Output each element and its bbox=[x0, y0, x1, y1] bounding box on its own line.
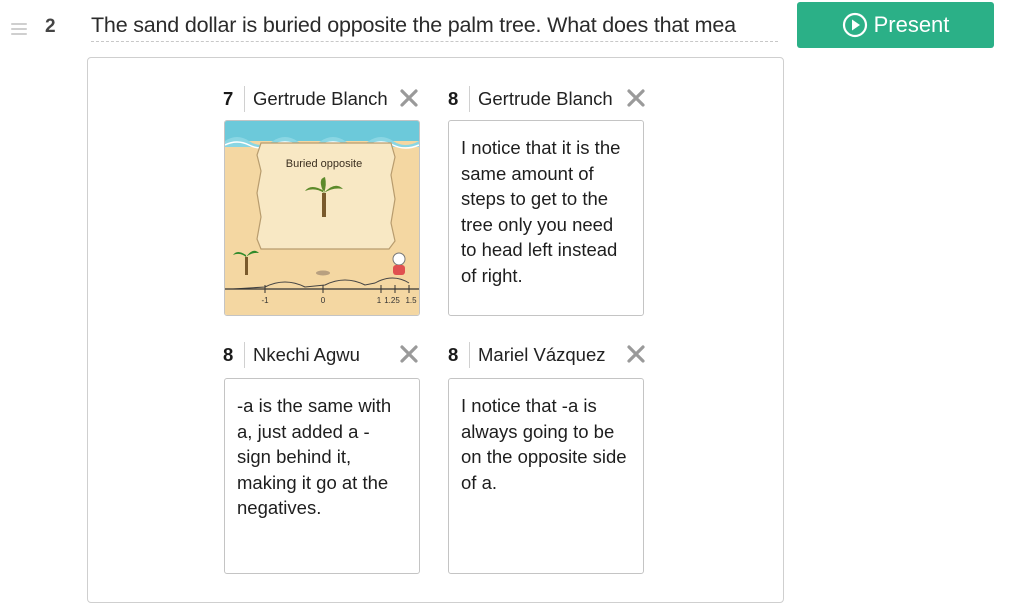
axis-label: 1 bbox=[376, 296, 382, 305]
responses-panel bbox=[87, 57, 784, 603]
student-name: Gertrude Blanch bbox=[478, 88, 613, 109]
close-icon[interactable] bbox=[626, 342, 646, 366]
axis-label: 1.25 bbox=[384, 296, 400, 305]
present-button[interactable] bbox=[797, 2, 994, 48]
question-text: The sand dollar is buried opposite the palm tree. What does that mea bbox=[91, 11, 778, 42]
response-text[interactable]: -a is the same with a, just added a - sign behind it, making it go at the negatives. bbox=[224, 378, 420, 574]
axis-label: 0 bbox=[320, 296, 326, 305]
sign-text: Buried opposite bbox=[285, 158, 363, 170]
close-icon[interactable] bbox=[626, 86, 646, 110]
header-divider bbox=[244, 342, 245, 368]
response-text[interactable]: I notice that -a is always going to be on the opposite side of a. bbox=[448, 378, 644, 574]
response-image[interactable] bbox=[224, 120, 420, 316]
response-count: 8 bbox=[448, 88, 459, 109]
close-icon[interactable] bbox=[399, 86, 419, 110]
response-card-header bbox=[448, 84, 646, 114]
header-divider bbox=[244, 86, 245, 112]
response-card-header bbox=[223, 84, 419, 114]
axis-label: 1.5 bbox=[405, 296, 417, 305]
question-number: 2 bbox=[45, 16, 56, 37]
response-card-header bbox=[223, 340, 419, 370]
close-icon[interactable] bbox=[399, 342, 419, 366]
beach-numberline-image bbox=[225, 121, 419, 315]
drag-handle-icon[interactable] bbox=[11, 23, 27, 38]
student-name: Mariel Vázquez bbox=[478, 344, 606, 365]
response-text[interactable]: I notice that it is the same amount of steps to get to the tree only you need to head left instead of right. bbox=[448, 120, 644, 316]
response-count: 7 bbox=[223, 88, 234, 109]
header-divider bbox=[469, 342, 470, 368]
student-name: Nkechi Agwu bbox=[253, 344, 360, 365]
axis-label: -1 bbox=[261, 296, 269, 305]
play-circle-icon bbox=[842, 12, 868, 38]
response-card-header bbox=[448, 340, 646, 370]
student-name: Gertrude Blanch bbox=[253, 88, 388, 109]
present-label: Present bbox=[873, 12, 950, 37]
response-count: 8 bbox=[448, 344, 459, 365]
header-divider bbox=[469, 86, 470, 112]
response-count: 8 bbox=[223, 344, 234, 365]
